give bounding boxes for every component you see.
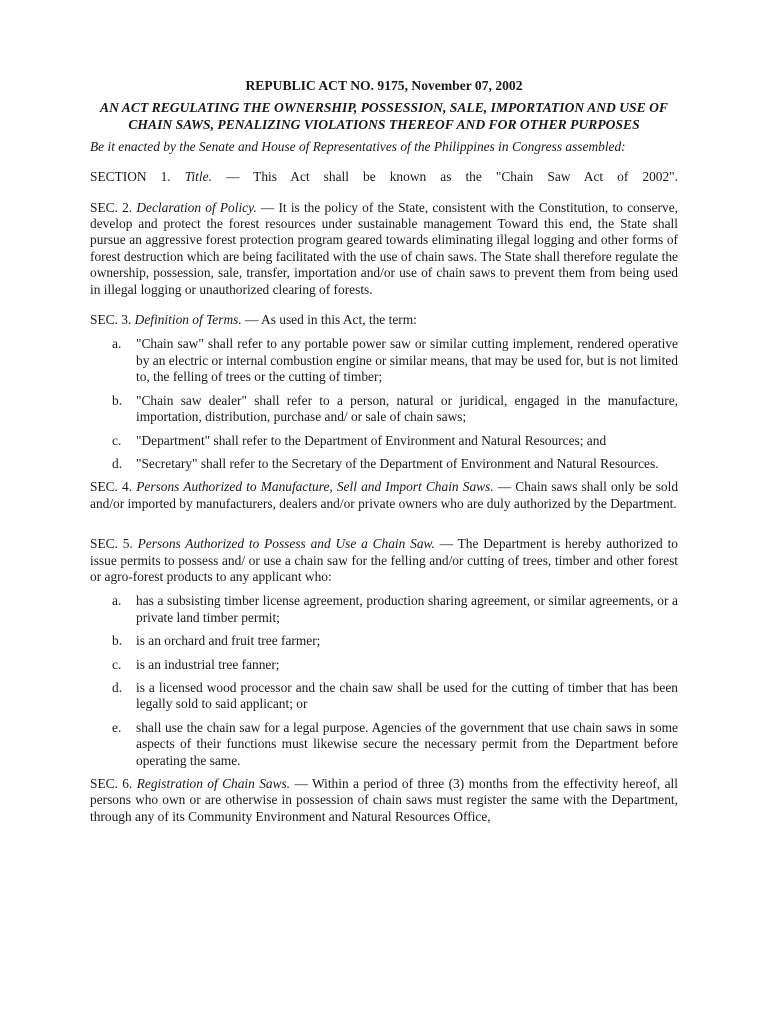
section-5	[90, 536, 678, 585]
section-5-applicants-list	[90, 593, 678, 769]
section-2-heading: Declaration of Policy.	[136, 199, 257, 215]
section-5-label: SEC. 5.	[90, 536, 133, 552]
list-item	[90, 720, 678, 769]
list-item-text: shall use the chain saw for a legal purpose. Agencies of the government that use chain saws in some aspects of their functions must likewise secure the necessary permit from the Department before operating the same.	[136, 719, 678, 768]
section-4	[90, 479, 678, 512]
list-item-text: is an orchard and fruit tree farmer;	[136, 633, 321, 649]
list-item-text: "Chain saw dealer" shall refer to a person, natural or juridical, engaged in the manufacture, importation, distribution, purchase and/ or sale of chain saws;	[136, 392, 678, 425]
list-item	[90, 433, 678, 449]
section-4-heading: Persons Authorized to Manufacture, Sell and Import Chain Saws.	[136, 479, 494, 495]
section-1-heading: Title.	[184, 169, 212, 185]
list-item-marker: c.	[112, 432, 122, 448]
list-item	[90, 633, 678, 649]
list-item	[90, 657, 678, 673]
section-5-text: — The Department is hereby authorized to issue permits to possess and/ or use a chain saw for the felling and/or cutting of trees, timber and other forest or agro-forest products to any applicant who:	[90, 536, 678, 584]
list-item-text: "Chain saw" shall refer to any portable power saw or similar cutting implement, rendered operative by an electric or internal combustion engine or similar means, that may be used for, but is not limited to, the felling of trees or the cutting of timber;	[136, 336, 678, 385]
section-6-heading: Registration of Chain Saws.	[136, 776, 291, 791]
list-item-text: is a licensed wood processor and the chain saw shall be used for the cutting of timber that has been legally sold to said applicant; or	[136, 679, 678, 712]
document-title: REPUBLIC ACT NO. 9175, November 07, 2002	[245, 78, 523, 93]
list-item-marker: d.	[112, 455, 123, 471]
document-subtitle: AN ACT REGULATING THE OWNERSHIP, POSSESSION, SALE, IMPORTATION AND USE OF CHAIN SAWS, PENALIZING VIOLATIONS THEREOF AND FOR OTHER PURPOSES	[100, 100, 668, 132]
section-6-text: — Within a period of three (3) months from the effectivity hereof, all persons who own or are otherwise in possession of chain saws must register the same with the Department, through any of its Community Environment and Natural Resources Office,	[90, 776, 678, 824]
section-5-heading: Persons Authorized to Possess and Use a Chain Saw.	[137, 536, 435, 552]
list-item-marker: a.	[112, 593, 122, 609]
enacting-clause: Be it enacted by the Senate and House of Representatives of the Philippines in Congress assembled:	[90, 138, 626, 154]
section-4-text: — Chain saws shall only be sold and/or imported by manufacturers, dealers and/or private owners who are duly authorized by the Department.	[90, 479, 679, 511]
list-item-marker: c.	[112, 656, 122, 672]
list-item-text: has a subsisting timber license agreement, production sharing agreement, or similar agreements, or a private land timber permit;	[136, 593, 678, 625]
section-1-text: — This Act shall be known as the "Chain Saw Act of 2002".	[211, 169, 678, 185]
section-3-definitions-list	[90, 336, 678, 472]
section-2-text: — It is the policy of the State, consistent with the Constitution, to conserve, develop and protect the forest resources under sustainable management Toward this end, the State shall pursue an aggressive forest protection program geared towards eliminating illegal logging and other forms of forest destruction which are being facilitated with the use of chain saws. The State shall therefore regulate the ownership, possession, sale, transfer, importation and/or use of chain saws to prevent them from being used in illegal logging or unauthorized clearing of forests.	[90, 199, 678, 297]
list-item-marker: e.	[112, 719, 122, 735]
list-item-marker: d.	[112, 679, 123, 695]
list-item-text: "Secretary" shall refer to the Secretary of the Department of Environment and Natural Resources.	[136, 455, 659, 471]
section-1	[90, 169, 678, 185]
section-6	[90, 776, 678, 825]
list-item-text: is an industrial tree fanner;	[136, 656, 280, 672]
section-1-label: SECTION 1.	[90, 169, 171, 185]
section-2	[90, 200, 678, 298]
list-item-marker: b.	[112, 633, 123, 649]
list-item-marker: a.	[112, 336, 122, 352]
section-3-heading: Definition of Terms.	[134, 312, 242, 328]
list-item	[90, 393, 678, 426]
list-item	[90, 593, 678, 626]
section-6-label: SEC. 6.	[90, 776, 133, 791]
list-item	[90, 456, 678, 472]
section-3-text: — As used in this Act, the term:	[241, 312, 417, 328]
list-item	[90, 336, 678, 385]
list-item-text: "Department" shall refer to the Department of Environment and Natural Resources; and	[136, 432, 607, 448]
list-item	[90, 680, 678, 713]
list-item-marker: b.	[112, 392, 123, 408]
section-2-label: SEC. 2.	[90, 199, 133, 215]
section-3	[90, 312, 678, 328]
section-4-label: SEC. 4.	[90, 479, 133, 495]
section-3-label: SEC. 3.	[90, 312, 132, 328]
